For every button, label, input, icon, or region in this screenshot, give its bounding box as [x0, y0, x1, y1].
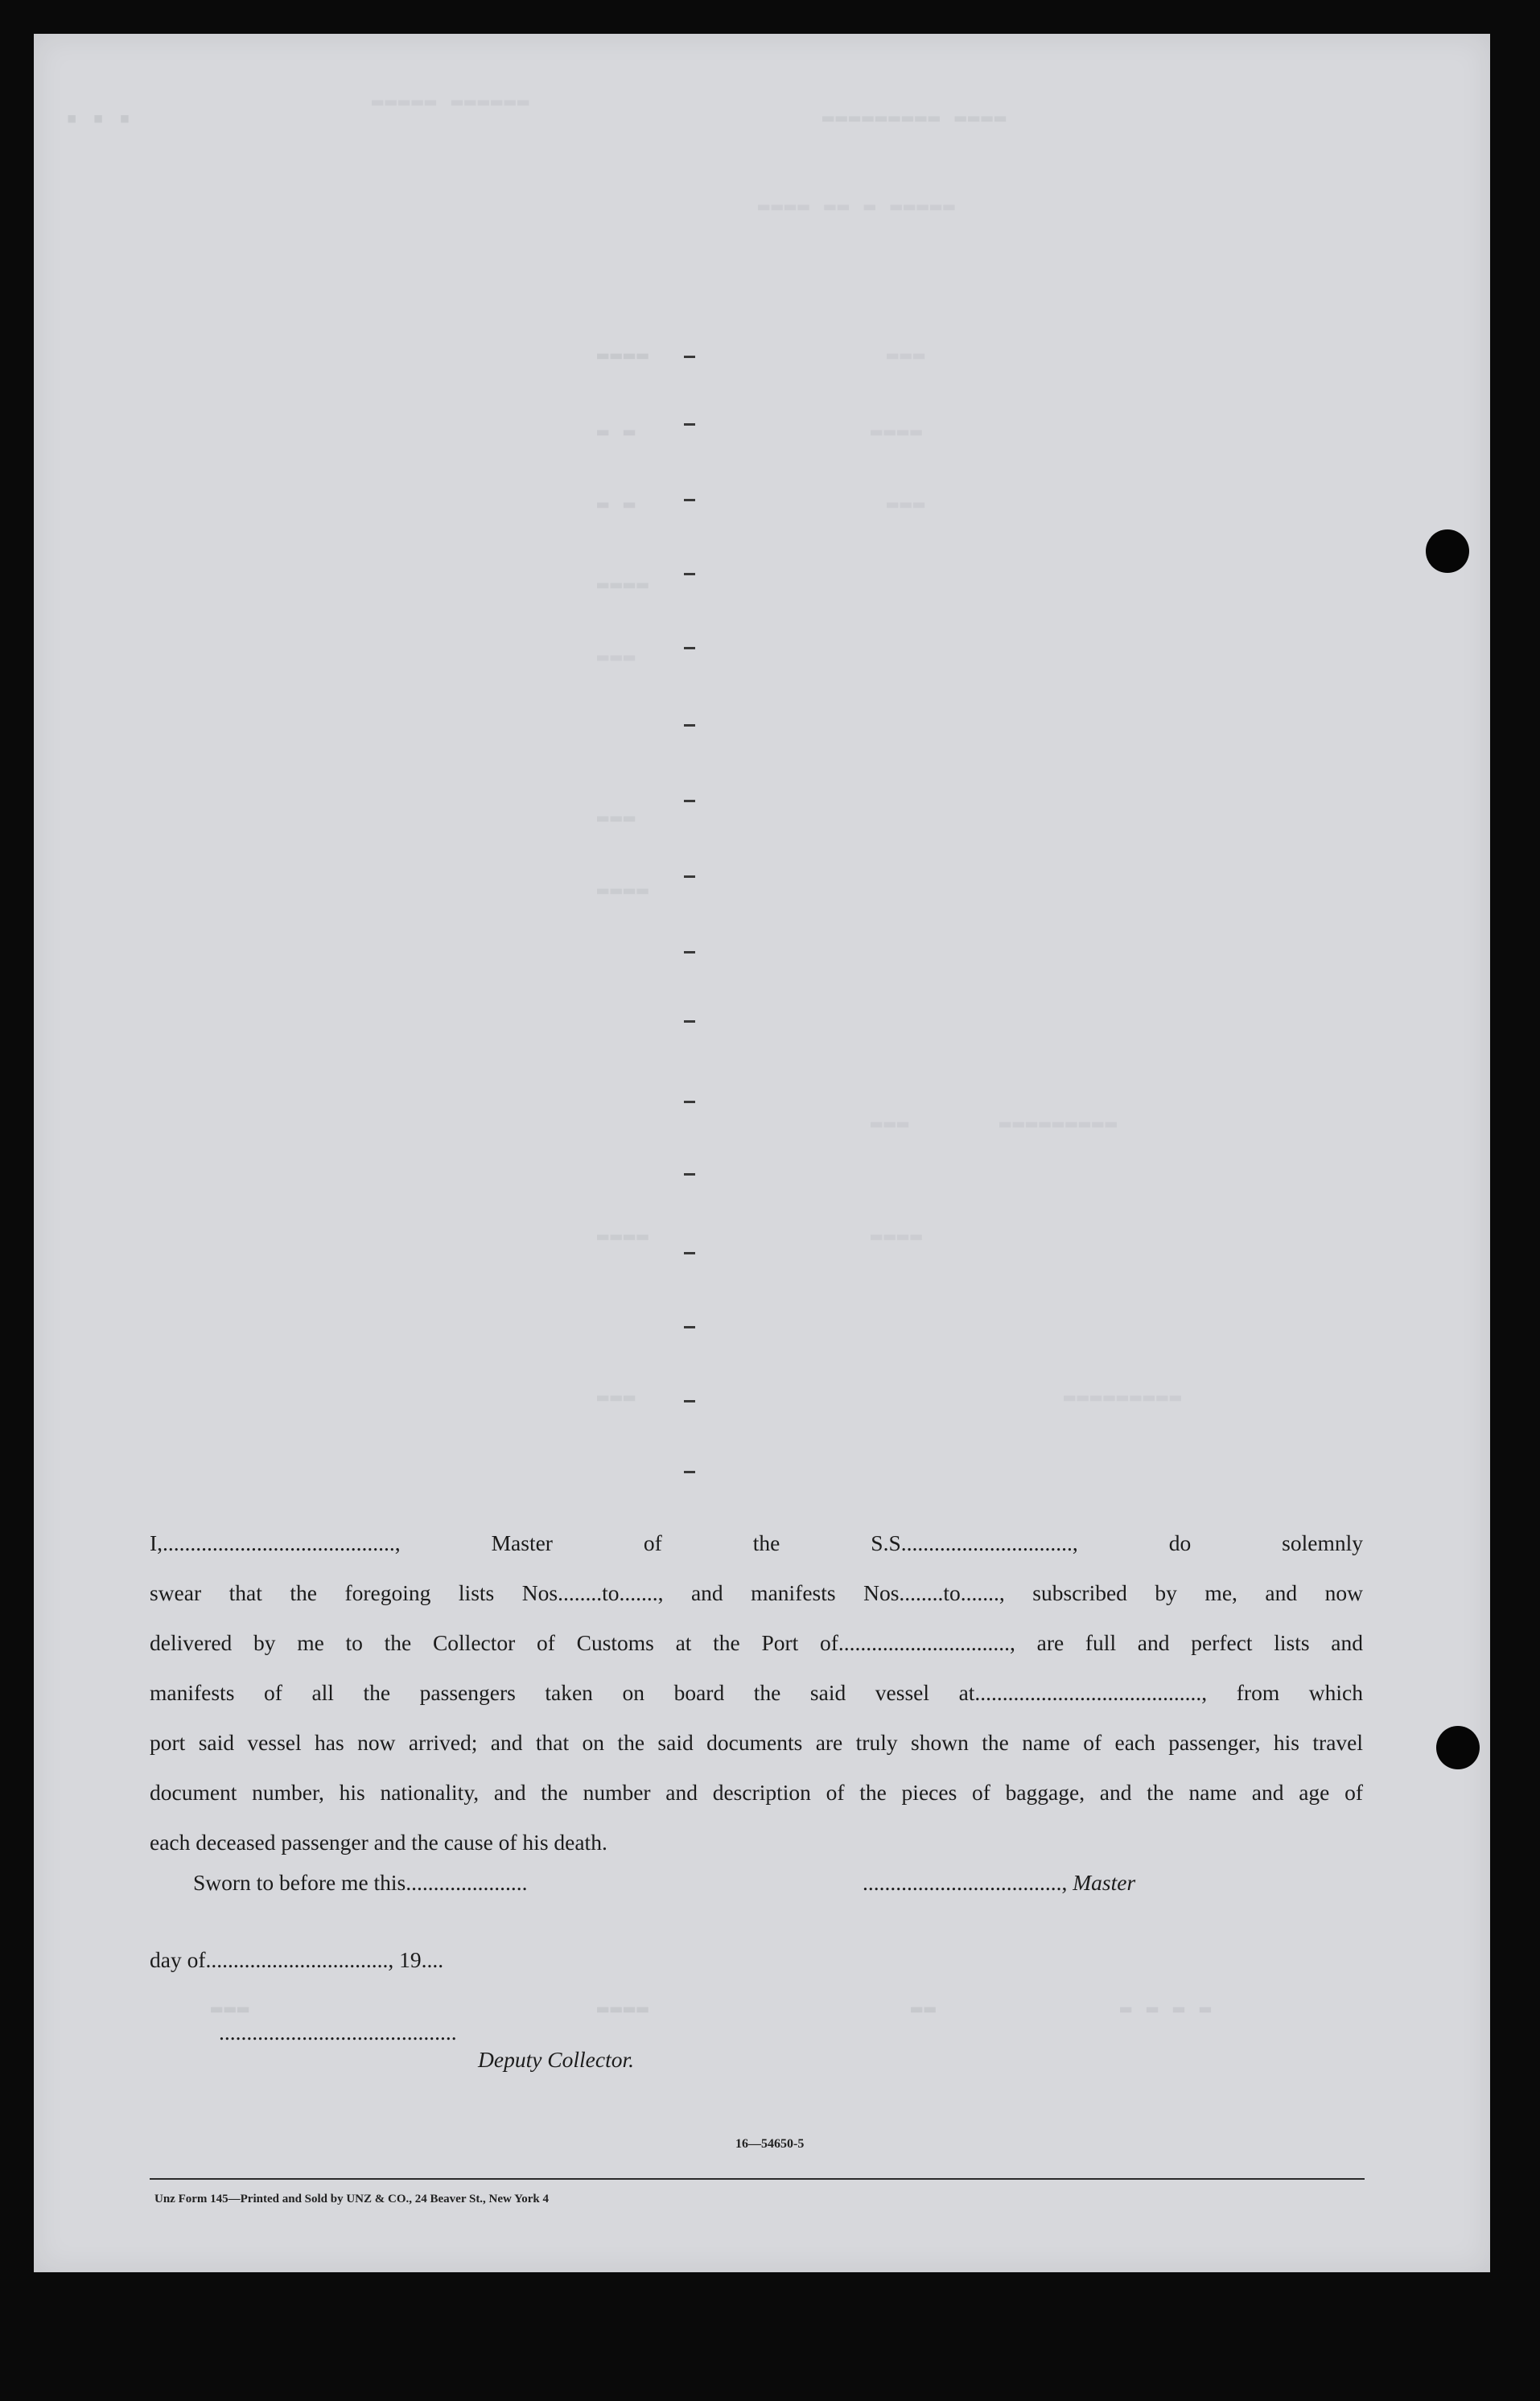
master-signature-dots: ....................................,	[863, 1870, 1073, 1895]
deputy-collector-signature-dots: ...........................................	[219, 2020, 457, 2045]
oath-line: delivered by me to the Collector of Customs at the Port of..............................., are full and perfect lists and	[150, 1630, 1363, 1655]
master-signature-line	[863, 1870, 1135, 1896]
oath-line: document number, his nationality, and the number and description of the pieces of baggage, and the name and age of	[150, 1780, 1363, 1805]
printer-footer: Unz Form 145—Printed and Sold by UNZ & CO., 24 Beaver St., New York 4	[154, 2193, 549, 2205]
form-number: 16—54650-5	[735, 2137, 805, 2151]
oath-line: swear that the foregoing lists Nos........to......., and manifests Nos........to......., subscribed by me, and now	[150, 1580, 1363, 1605]
oath-line: manifests of all the passengers taken on board the said vessel at........................................., from which	[150, 1680, 1363, 1705]
day-of-line: day of................................., 19....	[150, 1947, 444, 1972]
oath-line: I,.........................................., Master of the S.S..............................., do solemnly	[150, 1530, 1363, 1555]
form-sheet: ▪ ▪ ▪ ▬▬▬▬▬ ▬▬▬▬▬▬ ▬▬▬▬▬▬▬▬▬ ▬▬▬▬ ▬▬▬▬ ▬▬ ▬ ▬▬▬▬▬ ▬▬▬▬ ▬▬▬ ▬ ▬ ▬▬▬▬ ▬ ▬ ▬▬▬ ▬▬▬▬ ▬▬▬ ▬▬▬ ▬▬▬▬ ▬▬▬▬▬▬▬▬▬ ▬▬▬ ▬▬▬▬ ▬▬▬▬ ▬▬▬ ▬▬▬▬▬▬▬▬▬ ▬▬▬ ▬▬▬▬ ▬▬ ▬ ▬ ▬ ▬ I,.........................................., Master of the S.S..............................., do solemnly swear that the foregoing lists Nos........to......., and manifests Nos........to......., subscribed by me, and now delivered by me to the Collector of Customs at the Port of..............................., are full and perfect lists and manifests of all the passengers taken on board the said vessel at........................................., from which port said vessel has now arrived; and that on the said documents are truly shown the name of each passenger, his travel document number, his nationality, and the number and description of the pieces of baggage, and the name and age of each deceased passenger and the cause of his death. Sworn to before me this...................... ...................................., Master day of................................., 19.... ........................................... Deputy Collector. 16—54650-5 Unz Form 145—Printed and Sold by UNZ & CO., 24 Beaver St., New York 4	[34, 34, 1490, 2272]
oath-paragraph	[150, 1518, 1363, 1868]
punch-hole	[1426, 529, 1469, 573]
deputy-collector-label: Deputy Collector.	[478, 2047, 634, 2072]
oath-line: each deceased passenger and the cause of his death.	[150, 1830, 607, 1855]
footer-rule	[150, 2178, 1365, 2180]
sworn-before-line: Sworn to before me this......................	[193, 1870, 528, 1895]
punch-hole	[1436, 1726, 1480, 1769]
master-label: Master	[1073, 1870, 1136, 1895]
oath-line: port said vessel has now arrived; and that on the said documents are truly shown the name of each passenger, his travel	[150, 1730, 1363, 1755]
